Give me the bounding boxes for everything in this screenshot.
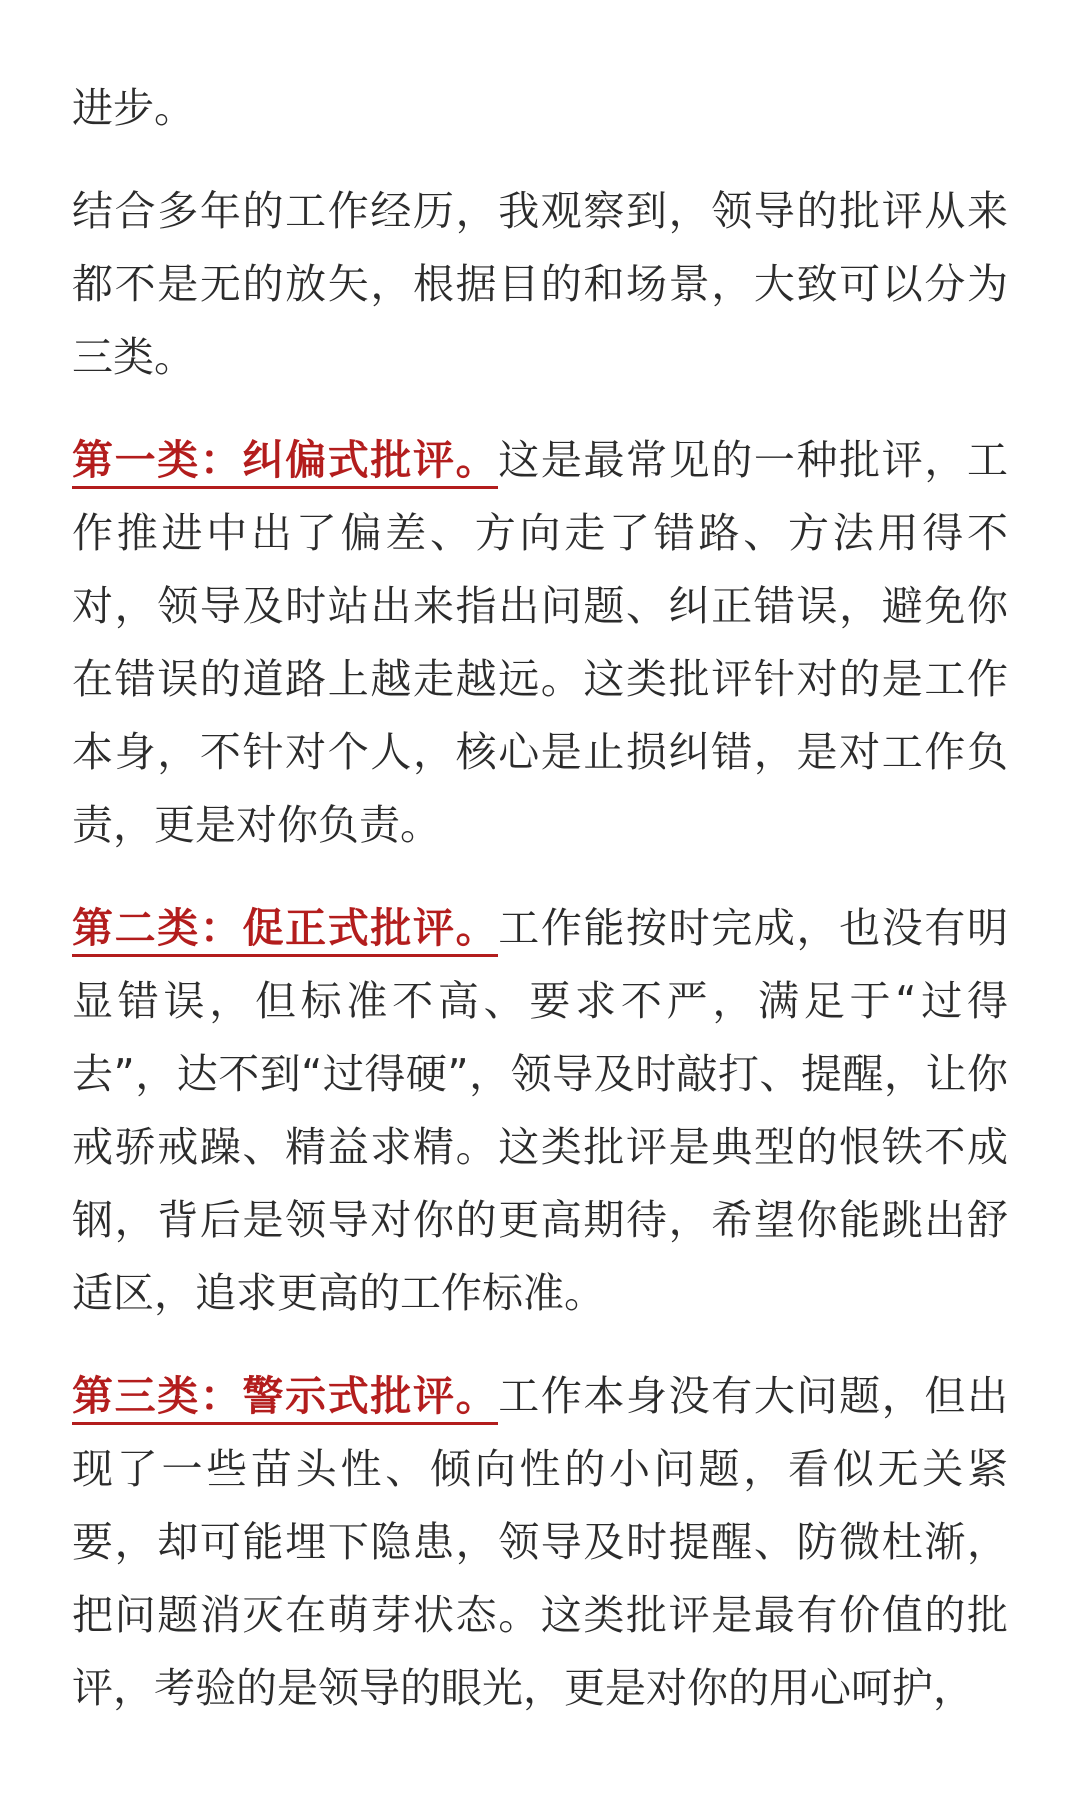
paragraph-text: 工作本身没有大问题，但出现了一些苗头性、倾向性的小问题，看似无关紧要，却可能埋下隐患，领导及时提醒、防微杜渐，把问题消灭在萌芽状态。这类批评是最有价值的批评，考验的是领导的眼光，更是对你的用心呵护， xyxy=(72,1372,1009,1712)
highlight-heading: 第三类：警示式批评。 xyxy=(72,1372,498,1425)
article-body xyxy=(72,72,1008,1755)
paragraph-type-one xyxy=(72,424,1008,862)
paragraph-type-three xyxy=(72,1360,1008,1725)
paragraph-text: 这是最常见的一种批评，工作推进中出了偏差、方向走了错路、方法用得不对，领导及时站出来指出问题、纠正错误，避免你在错误的道路上越走越远。这类批评针对的是工作本身，不针对个人，核心是止损纠错，是对工作负责，更是对你负责。 xyxy=(72,436,1009,849)
paragraph-text: 工作能按时完成，也没有明显错误，但标准不高、要求不严，满足于“过得去”，达不到“过得硬”，领导及时敲打、提醒，让你戒骄戒躁、精益求精。这类批评是典型的恨铁不成钢，背后是领导对你的更高期待，希望你能跳出舒适区，追求更高的工作标准。 xyxy=(72,904,1009,1317)
paragraph-text: 结合多年的工作经历，我观察到，领导的批评从来都不是无的放矢，根据目的和场景，大致可以分为三类。 xyxy=(72,187,1008,381)
paragraph-overview xyxy=(72,175,1008,394)
paragraph-intro-tail xyxy=(72,72,1008,145)
highlight-heading: 第二类：促正式批评。 xyxy=(72,904,498,957)
paragraph-type-two xyxy=(72,892,1008,1330)
paragraph-text: 进步。 xyxy=(72,84,195,132)
highlight-heading: 第一类：纠偏式批评。 xyxy=(72,436,498,489)
